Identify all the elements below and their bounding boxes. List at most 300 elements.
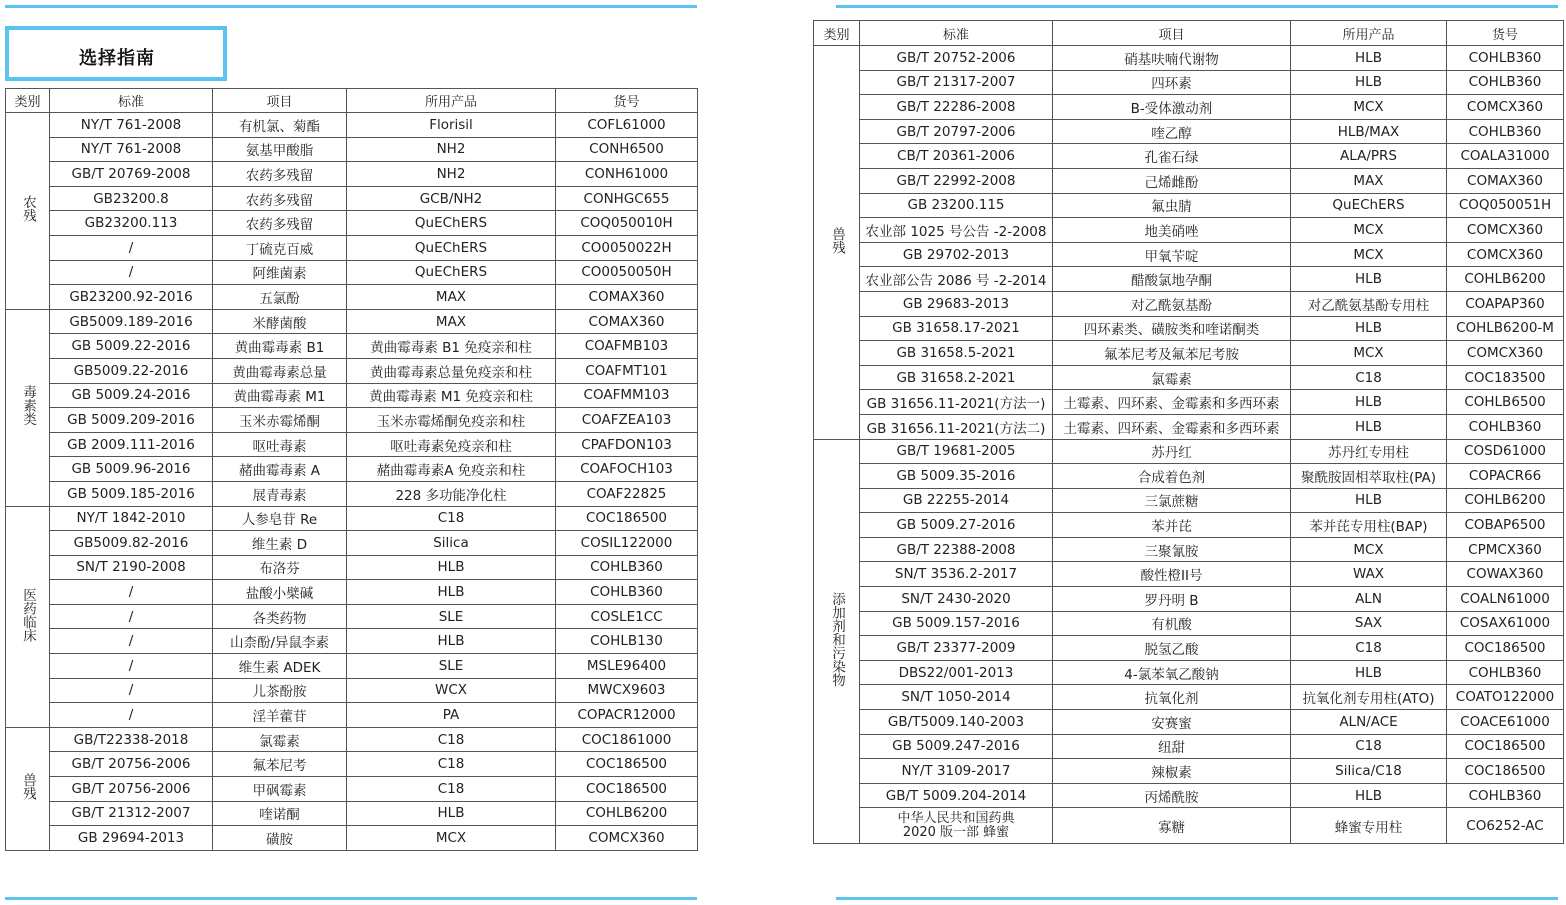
header-category: 类别 <box>814 21 860 46</box>
cell-product: Silica/C18 <box>1291 759 1447 784</box>
table-row <box>814 710 1564 735</box>
cell-product: MAX <box>1291 168 1447 193</box>
table-row <box>6 531 698 556</box>
cell-code: COALA31000 <box>1447 144 1564 169</box>
table-row <box>6 604 698 629</box>
cell-code: COMCX360 <box>556 826 698 851</box>
cell-product: C18 <box>1291 734 1447 759</box>
cell-standard: GB 22255-2014 <box>860 488 1053 513</box>
cell-product: C18 <box>347 777 556 802</box>
cell-standard: SN/T 2430-2020 <box>860 587 1053 612</box>
cell-item: 氯霉素 <box>213 727 347 752</box>
cell-item: 氨基甲酸脂 <box>213 137 347 162</box>
cell-product: QuEChERS <box>1291 193 1447 218</box>
table-row <box>6 654 698 679</box>
cell-code: COC186500 <box>556 777 698 802</box>
cell-code: CONH6500 <box>556 137 698 162</box>
table-row <box>814 291 1564 316</box>
cell-item: 维生素 D <box>213 531 347 556</box>
table-row <box>814 611 1564 636</box>
table-row <box>6 777 698 802</box>
cell-standard: GB 23200.115 <box>860 193 1053 218</box>
table-row <box>814 439 1564 464</box>
cell-code: COPACR12000 <box>556 703 698 728</box>
cell-standard: GB 31656.11-2021(方法一) <box>860 390 1053 415</box>
cell-product: MCX <box>1291 242 1447 267</box>
cell-product: NH2 <box>347 162 556 187</box>
cell-product: C18 <box>347 752 556 777</box>
table-header-row <box>814 21 1564 46</box>
title-box <box>5 26 227 81</box>
cell-code: COAFZEA103 <box>556 408 698 433</box>
cell-product: HLB/MAX <box>1291 119 1447 144</box>
cell-standard: GB5009.82-2016 <box>50 531 213 556</box>
cell-code: COALN61000 <box>1447 587 1564 612</box>
table-row <box>814 193 1564 218</box>
cell-product: HLB <box>347 801 556 826</box>
table-row <box>814 660 1564 685</box>
cell-standard: SN/T 1050-2014 <box>860 685 1053 710</box>
cell-code: COAPAP360 <box>1447 291 1564 316</box>
cell-code: COAFMB103 <box>556 334 698 359</box>
table-row <box>6 457 698 482</box>
cell-item: 呕吐毒素 <box>213 432 347 457</box>
table-row <box>814 46 1564 71</box>
cell-product: WCX <box>347 678 556 703</box>
cell-code: COC186500 <box>1447 636 1564 661</box>
table-row <box>6 358 698 383</box>
category-cell <box>6 113 50 310</box>
table-row <box>814 144 1564 169</box>
cell-standard: GB/T 22388-2008 <box>860 537 1053 562</box>
category-cell <box>814 439 860 844</box>
cell-product: 黄曲霉毒素总量免疫亲和柱 <box>347 358 556 383</box>
cell-code: CPAFDON103 <box>556 432 698 457</box>
cell-product: ALA/PRS <box>1291 144 1447 169</box>
table-row <box>814 95 1564 120</box>
cell-code: COHLB360 <box>556 580 698 605</box>
table-row <box>814 267 1564 292</box>
cell-product: 玉米赤霉烯酮免疫亲和柱 <box>347 408 556 433</box>
table-row <box>6 703 698 728</box>
cell-standard: GB/T5009.140-2003 <box>860 710 1053 735</box>
cell-standard: 农业部公告 2086 号 -2-2014 <box>860 267 1053 292</box>
cell-product: NH2 <box>347 137 556 162</box>
cell-item: 三氯蔗糖 <box>1053 488 1291 513</box>
cell-standard: GB5009.189-2016 <box>50 309 213 334</box>
category-cell <box>814 46 860 440</box>
cell-item: 纽甜 <box>1053 734 1291 759</box>
cell-code: CO0050050H <box>556 260 698 285</box>
table-row <box>6 580 698 605</box>
cell-item: 抗氧化剂 <box>1053 685 1291 710</box>
table-row <box>814 365 1564 390</box>
cell-standard: SN/T 3536.2-2017 <box>860 562 1053 587</box>
cell-item: 农药多残留 <box>213 211 347 236</box>
cell-standard: / <box>50 604 213 629</box>
cell-item: Β-受体激动剂 <box>1053 95 1291 120</box>
cell-product: C18 <box>347 727 556 752</box>
cell-standard: GB 29702-2013 <box>860 242 1053 267</box>
cell-item: 阿维菌素 <box>213 260 347 285</box>
table-row <box>6 113 698 138</box>
cell-standard: GB/T22338-2018 <box>50 727 213 752</box>
table-row <box>6 481 698 506</box>
cell-product: HLB <box>347 580 556 605</box>
table-row <box>814 390 1564 415</box>
table-row <box>6 137 698 162</box>
cell-item: 黄曲霉毒素 M1 <box>213 383 347 408</box>
cell-item: 五氯酚 <box>213 285 347 310</box>
cell-product: ALN <box>1291 587 1447 612</box>
category-label: 添加剂和污染物 <box>829 592 845 687</box>
cell-product: 黄曲霉毒素 B1 免疫亲和柱 <box>347 334 556 359</box>
cell-item: 黄曲霉毒素 B1 <box>213 334 347 359</box>
cell-code: COC186500 <box>1447 734 1564 759</box>
cell-standard: / <box>50 678 213 703</box>
category-label: 农残 <box>20 195 36 223</box>
cell-standard: GB 5009.209-2016 <box>50 408 213 433</box>
cell-item: 儿茶酚胺 <box>213 678 347 703</box>
table-row <box>814 759 1564 784</box>
table-row <box>6 260 698 285</box>
cell-item: 农药多残留 <box>213 186 347 211</box>
table-row <box>6 432 698 457</box>
header-category: 类别 <box>6 89 50 113</box>
cell-item: 盐酸小檗碱 <box>213 580 347 605</box>
header-standard: 标准 <box>860 21 1053 46</box>
cell-code: COHLB360 <box>556 555 698 580</box>
cell-product: 对乙酰氨基酚专用柱 <box>1291 291 1447 316</box>
cell-item: 甲氧苄啶 <box>1053 242 1291 267</box>
cell-standard: GB23200.92-2016 <box>50 285 213 310</box>
table-row <box>814 70 1564 95</box>
cell-product: C18 <box>1291 636 1447 661</box>
table-row <box>814 636 1564 661</box>
cell-standard: GB/T 20756-2006 <box>50 752 213 777</box>
cell-item: 地美硝唑 <box>1053 218 1291 243</box>
bottom-rule-left <box>5 897 697 900</box>
cell-product: HLB <box>1291 783 1447 808</box>
page-title: 选择指南 <box>79 48 155 69</box>
cell-item: 孔雀石绿 <box>1053 144 1291 169</box>
cell-product: MCX <box>347 826 556 851</box>
cell-code: COMAX360 <box>1447 168 1564 193</box>
cell-product: ALN/ACE <box>1291 710 1447 735</box>
cell-standard: GB 31658.5-2021 <box>860 341 1053 366</box>
cell-item: 氟虫腈 <box>1053 193 1291 218</box>
cell-code: COATO122000 <box>1447 685 1564 710</box>
table-row <box>814 513 1564 538</box>
cell-item: 人参皂苷 Re <box>213 506 347 531</box>
header-product: 所用产品 <box>1291 21 1447 46</box>
cell-standard: GB 29683-2013 <box>860 291 1053 316</box>
header-standard: 标准 <box>50 89 213 113</box>
table-row <box>814 316 1564 341</box>
cell-code: COHLB6200 <box>556 801 698 826</box>
cell-product: 聚酰胺固相萃取柱(PA) <box>1291 464 1447 489</box>
table-row <box>6 309 698 334</box>
right-guide-table <box>813 20 1564 844</box>
cell-code: COAF22825 <box>556 481 698 506</box>
cell-code: COQ050010H <box>556 211 698 236</box>
table-row <box>6 285 698 310</box>
cell-item: 氟苯尼考及氟苯尼考胺 <box>1053 341 1291 366</box>
cell-product: 赭曲霉毒素A 免疫亲和柱 <box>347 457 556 482</box>
table-row <box>814 242 1564 267</box>
cell-code: COC186500 <box>1447 759 1564 784</box>
cell-code: COFL61000 <box>556 113 698 138</box>
cell-product: MAX <box>347 285 556 310</box>
cell-item: 土霉素、四环素、金霉素和多西环素 <box>1053 414 1291 439</box>
cell-standard: GB/T 5009.204-2014 <box>860 783 1053 808</box>
cell-code: COC186500 <box>556 506 698 531</box>
cell-standard: NY/T 3109-2017 <box>860 759 1053 784</box>
cell-code: MSLE96400 <box>556 654 698 679</box>
cell-code: COHLB130 <box>556 629 698 654</box>
cell-code: COQ050051H <box>1447 193 1564 218</box>
cell-standard: GB/T 20752-2006 <box>860 46 1053 71</box>
table-row <box>814 464 1564 489</box>
cell-standard: GB 31656.11-2021(方法二) <box>860 414 1053 439</box>
table-row <box>814 685 1564 710</box>
cell-item: 脱氢乙酸 <box>1053 636 1291 661</box>
cell-code: COSAX61000 <box>1447 611 1564 636</box>
cell-code: COWAX360 <box>1447 562 1564 587</box>
table-header-row <box>6 89 698 113</box>
table-row <box>814 414 1564 439</box>
cell-standard: GB/T 19681-2005 <box>860 439 1053 464</box>
cell-product: HLB <box>1291 316 1447 341</box>
cell-code: COHLB360 <box>1447 46 1564 71</box>
cell-item: 淫羊藿苷 <box>213 703 347 728</box>
cell-standard: GB 5009.96-2016 <box>50 457 213 482</box>
cell-item: 氟苯尼考 <box>213 752 347 777</box>
cell-code: MWCX9603 <box>556 678 698 703</box>
cell-product: QuEChERS <box>347 211 556 236</box>
cell-product: MCX <box>1291 341 1447 366</box>
category-label: 兽残 <box>829 226 845 254</box>
category-label: 毒素类 <box>20 385 36 426</box>
cell-standard: NY/T 761-2008 <box>50 137 213 162</box>
cell-item: 四环素 <box>1053 70 1291 95</box>
table-row <box>6 801 698 826</box>
cell-product: 呕吐毒素免疫亲和柱 <box>347 432 556 457</box>
cell-item: 辣椒素 <box>1053 759 1291 784</box>
cell-item: 喹诺酮 <box>213 801 347 826</box>
header-item: 项目 <box>213 89 347 113</box>
header-code: 货号 <box>556 89 698 113</box>
cell-product: HLB <box>1291 488 1447 513</box>
top-rule-left <box>5 5 697 8</box>
cell-standard: 农业部 1025 号公告 -2-2008 <box>860 218 1053 243</box>
cell-product: 苯并芘专用柱(BAP) <box>1291 513 1447 538</box>
cell-standard: GB 31658.2-2021 <box>860 365 1053 390</box>
cell-item: 醋酸氯地孕酮 <box>1053 267 1291 292</box>
cell-item: 对乙酰氨基酚 <box>1053 291 1291 316</box>
cell-standard: GB 29694-2013 <box>50 826 213 851</box>
cell-item: 维生素 ADEK <box>213 654 347 679</box>
category-cell <box>6 309 50 506</box>
cell-product: Florisil <box>347 113 556 138</box>
cell-code: COC183500 <box>1447 365 1564 390</box>
cell-standard: 中华人民共和国药典 2020 版一部 蜂蜜 <box>860 808 1053 844</box>
cell-code: CONHGC655 <box>556 186 698 211</box>
cell-code: COHLB6500 <box>1447 390 1564 415</box>
cell-item: 各类药物 <box>213 604 347 629</box>
cell-code: COMAX360 <box>556 285 698 310</box>
cell-standard: GB/T 20797-2006 <box>860 119 1053 144</box>
cell-item: 氯霉素 <box>1053 365 1291 390</box>
cell-item: 酸性橙II号 <box>1053 562 1291 587</box>
table-row <box>814 488 1564 513</box>
cell-item: 寡糖 <box>1053 808 1291 844</box>
table-row <box>814 783 1564 808</box>
top-rule-right <box>836 5 1558 8</box>
cell-standard: / <box>50 703 213 728</box>
cell-code: COMCX360 <box>1447 95 1564 120</box>
table-row <box>814 562 1564 587</box>
cell-product: 抗氧化剂专用柱(ATO) <box>1291 685 1447 710</box>
cell-standard: GB 5009.247-2016 <box>860 734 1053 759</box>
cell-item: 苏丹红 <box>1053 439 1291 464</box>
table-row <box>6 826 698 851</box>
cell-item: 展青毒素 <box>213 481 347 506</box>
cell-standard: GB 5009.35-2016 <box>860 464 1053 489</box>
table-row <box>6 629 698 654</box>
table-row <box>814 218 1564 243</box>
category-cell <box>6 727 50 850</box>
cell-code: COSLE1CC <box>556 604 698 629</box>
cell-item: 罗丹明 B <box>1053 587 1291 612</box>
cell-product: HLB <box>1291 70 1447 95</box>
cell-product: Silica <box>347 531 556 556</box>
cell-standard: GB/T 23377-2009 <box>860 636 1053 661</box>
cell-standard: GB/T 20756-2006 <box>50 777 213 802</box>
cell-standard: GB/T 22286-2008 <box>860 95 1053 120</box>
cell-code: COHLB6200-M <box>1447 316 1564 341</box>
cell-standard: GB/T 22992-2008 <box>860 168 1053 193</box>
cell-code: COMCX360 <box>1447 242 1564 267</box>
cell-item: 己烯雌酚 <box>1053 168 1291 193</box>
table-row <box>6 678 698 703</box>
cell-code: COACE61000 <box>1447 710 1564 735</box>
cell-item: 丁硫克百威 <box>213 235 347 260</box>
cell-code: CO0050022H <box>556 235 698 260</box>
cell-item: 布洛芬 <box>213 555 347 580</box>
table-row <box>814 537 1564 562</box>
cell-product: 蜂蜜专用柱 <box>1291 808 1447 844</box>
cell-code: COBAP6500 <box>1447 513 1564 538</box>
table-row <box>6 235 698 260</box>
table-row <box>6 555 698 580</box>
category-label: 兽残 <box>20 773 36 801</box>
table-row <box>6 408 698 433</box>
cell-product: MCX <box>1291 218 1447 243</box>
cell-code: CPMCX360 <box>1447 537 1564 562</box>
table-row <box>6 211 698 236</box>
cell-product: MCX <box>1291 537 1447 562</box>
cell-code: COMAX360 <box>556 309 698 334</box>
cell-product: GCB/NH2 <box>347 186 556 211</box>
cell-standard: / <box>50 629 213 654</box>
cell-code: COHLB360 <box>1447 70 1564 95</box>
cell-item: 磺胺 <box>213 826 347 851</box>
table-row <box>814 734 1564 759</box>
table-row <box>814 587 1564 612</box>
cell-standard: GB 5009.22-2016 <box>50 334 213 359</box>
table-row <box>6 752 698 777</box>
table-row <box>814 168 1564 193</box>
cell-code: COC186500 <box>556 752 698 777</box>
cell-product: QuEChERS <box>347 260 556 285</box>
cell-standard: GB5009.22-2016 <box>50 358 213 383</box>
table-row <box>814 808 1564 844</box>
cell-product: HLB <box>1291 390 1447 415</box>
cell-standard: SN/T 2190-2008 <box>50 555 213 580</box>
cell-product: 苏丹红专用柱 <box>1291 439 1447 464</box>
left-guide-table <box>5 88 698 851</box>
table-row <box>6 186 698 211</box>
cell-item: 玉米赤霉烯酮 <box>213 408 347 433</box>
cell-item: 丙烯酰胺 <box>1053 783 1291 808</box>
cell-product: MCX <box>1291 95 1447 120</box>
cell-standard: / <box>50 580 213 605</box>
cell-product: C18 <box>347 506 556 531</box>
cell-code: COMCX360 <box>1447 218 1564 243</box>
cell-standard: GB/T 21312-2007 <box>50 801 213 826</box>
cell-product: MAX <box>347 309 556 334</box>
cell-standard: GB23200.8 <box>50 186 213 211</box>
cell-standard: CB/T 20361-2006 <box>860 144 1053 169</box>
cell-code: COSIL122000 <box>556 531 698 556</box>
bottom-rule-right <box>836 897 1558 900</box>
cell-code: COHLB360 <box>1447 660 1564 685</box>
cell-standard: GB 5009.185-2016 <box>50 481 213 506</box>
cell-code: COMCX360 <box>1447 341 1564 366</box>
cell-item: 赭曲霉毒素 A <box>213 457 347 482</box>
table-row <box>6 334 698 359</box>
cell-standard: GB23200.113 <box>50 211 213 236</box>
cell-product: C18 <box>1291 365 1447 390</box>
cell-standard: GB 5009.27-2016 <box>860 513 1053 538</box>
cell-standard: NY/T 761-2008 <box>50 113 213 138</box>
cell-item: 苯并芘 <box>1053 513 1291 538</box>
cell-product: PA <box>347 703 556 728</box>
cell-product: HLB <box>1291 660 1447 685</box>
cell-item: 农药多残留 <box>213 162 347 187</box>
cell-standard: DBS22/001-2013 <box>860 660 1053 685</box>
cell-product: SAX <box>1291 611 1447 636</box>
cell-item: 硝基呋喃代谢物 <box>1053 46 1291 71</box>
cell-code: CONH61000 <box>556 162 698 187</box>
cell-item: 有机酸 <box>1053 611 1291 636</box>
cell-item: 山柰酚/异鼠李素 <box>213 629 347 654</box>
cell-code: COHLB360 <box>1447 783 1564 808</box>
cell-item: 米酵菌酸 <box>213 309 347 334</box>
cell-item: 4-氯苯氧乙酸钠 <box>1053 660 1291 685</box>
cell-standard: / <box>50 260 213 285</box>
cell-product: HLB <box>347 629 556 654</box>
table-row <box>6 383 698 408</box>
cell-code: COAFMT101 <box>556 358 698 383</box>
cell-item: 三聚氰胺 <box>1053 537 1291 562</box>
header-product: 所用产品 <box>347 89 556 113</box>
cell-standard: GB 5009.157-2016 <box>860 611 1053 636</box>
cell-product: HLB <box>1291 267 1447 292</box>
cell-product: HLB <box>1291 414 1447 439</box>
cell-code: COHLB360 <box>1447 119 1564 144</box>
